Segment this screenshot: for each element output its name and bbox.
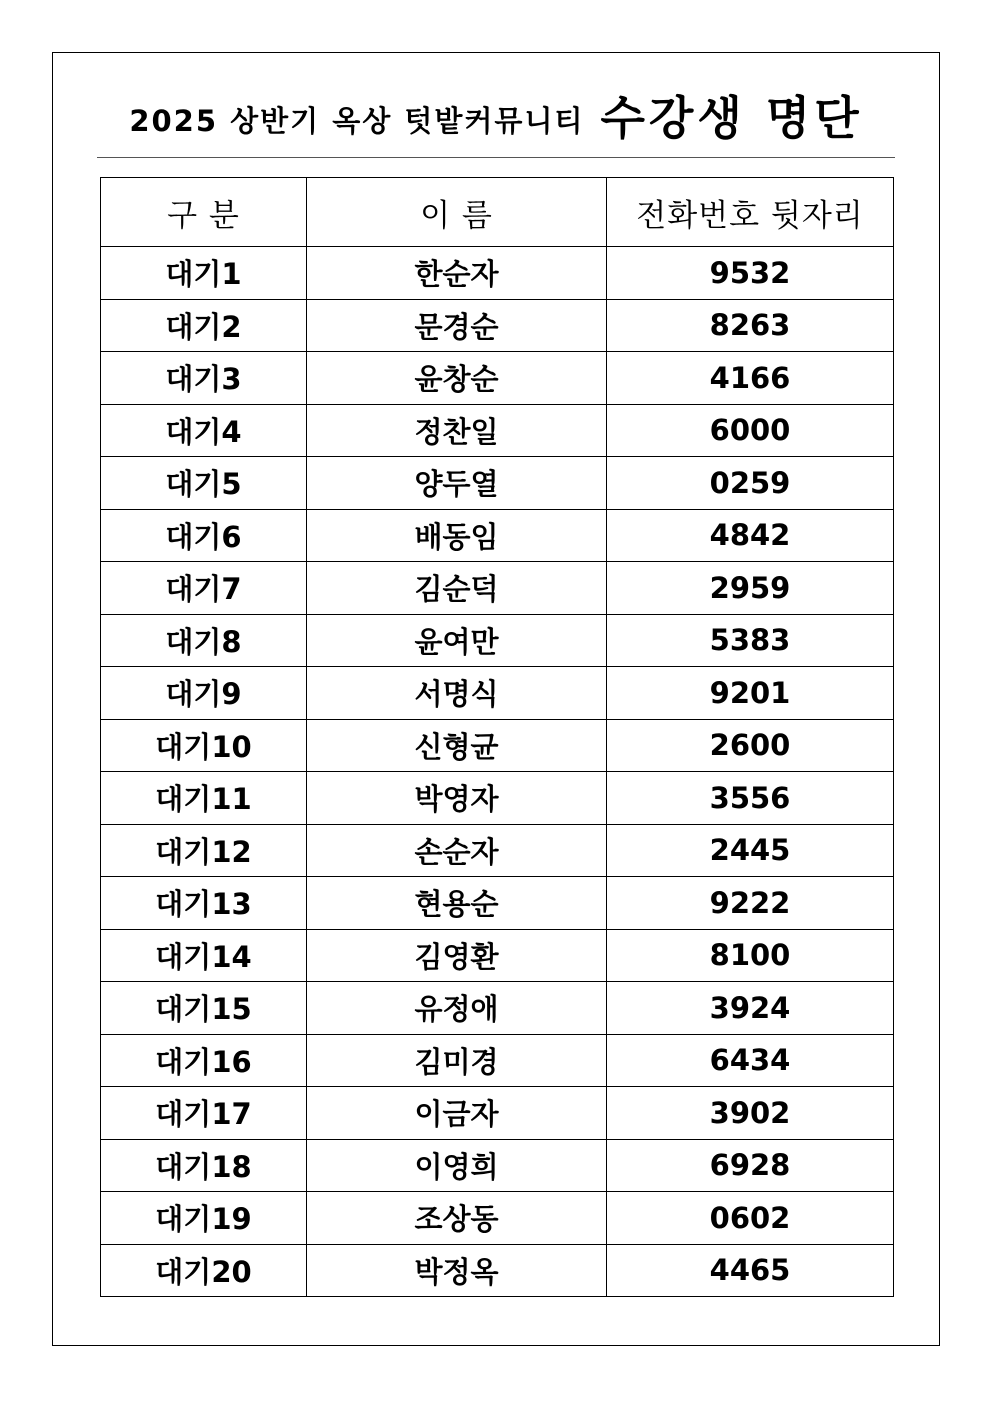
table-row [101,509,894,562]
phone-suffix-cell: 5383 [607,614,894,667]
phone-suffix-cell: 2600 [607,719,894,772]
name-cell: 손순자 [307,824,607,877]
table-row [101,247,894,300]
phone-suffix-cell: 9222 [607,877,894,930]
name-cell: 배동임 [307,509,607,562]
table-row [101,824,894,877]
table-row [101,1244,894,1297]
phone-suffix-cell: 6434 [607,1034,894,1087]
table-row [101,877,894,930]
table-row [101,1192,894,1245]
phone-suffix-cell: 3924 [607,982,894,1035]
name-cell: 문경순 [307,299,607,352]
category-cell: 대기18 [101,1139,307,1192]
category-cell: 대기16 [101,1034,307,1087]
category-cell: 대기11 [101,772,307,825]
category-cell: 대기5 [101,457,307,510]
category-cell: 대기8 [101,614,307,667]
table-row [101,457,894,510]
phone-suffix-cell: 3556 [607,772,894,825]
table-row [101,404,894,457]
phone-suffix-cell: 2445 [607,824,894,877]
name-cell: 이금자 [307,1087,607,1140]
category-cell: 대기7 [101,562,307,615]
name-cell: 김순덕 [307,562,607,615]
table-row [101,929,894,982]
name-cell: 신형균 [307,719,607,772]
phone-suffix-cell: 0602 [607,1192,894,1245]
category-cell: 대기13 [101,877,307,930]
name-cell: 한순자 [307,247,607,300]
roster-table [100,177,894,1297]
category-cell: 대기3 [101,352,307,405]
name-cell: 김미경 [307,1034,607,1087]
phone-suffix-cell: 4166 [607,352,894,405]
category-cell: 대기1 [101,247,307,300]
title-emphasis: 수강생 명단 [600,91,863,145]
category-cell: 대기19 [101,1192,307,1245]
category-cell: 대기20 [101,1244,307,1297]
name-cell: 유정애 [307,982,607,1035]
category-cell: 대기12 [101,824,307,877]
category-cell: 대기9 [101,667,307,720]
category-cell: 대기14 [101,929,307,982]
table-row [101,1087,894,1140]
table-row [101,562,894,615]
header-phone-suffix: 전화번호 뒷자리 [607,178,894,247]
name-cell: 정찬일 [307,404,607,457]
table-row [101,1139,894,1192]
phone-suffix-cell: 0259 [607,457,894,510]
title-prefix: 2025 상반기 옥상 텃밭커뮤니티 [129,104,585,138]
phone-suffix-cell: 3902 [607,1087,894,1140]
name-cell: 윤창순 [307,352,607,405]
category-cell: 대기2 [101,299,307,352]
header-row [101,178,894,247]
phone-suffix-cell: 8100 [607,929,894,982]
document-title [0,84,992,148]
phone-suffix-cell: 4465 [607,1244,894,1297]
table-row [101,299,894,352]
category-cell: 대기17 [101,1087,307,1140]
table-row [101,982,894,1035]
table-row [101,667,894,720]
table-row [101,772,894,825]
phone-suffix-cell: 6928 [607,1139,894,1192]
name-cell: 양두열 [307,457,607,510]
header-category: 구 분 [101,178,307,247]
name-cell: 서명식 [307,667,607,720]
name-cell: 김영환 [307,929,607,982]
category-cell: 대기15 [101,982,307,1035]
name-cell: 이영희 [307,1139,607,1192]
table-row [101,352,894,405]
name-cell: 조상동 [307,1192,607,1245]
phone-suffix-cell: 9201 [607,667,894,720]
phone-suffix-cell: 9532 [607,247,894,300]
category-cell: 대기4 [101,404,307,457]
table-row [101,719,894,772]
name-cell: 현용순 [307,877,607,930]
table-row [101,1034,894,1087]
name-cell: 윤여만 [307,614,607,667]
phone-suffix-cell: 2959 [607,562,894,615]
phone-suffix-cell: 8263 [607,299,894,352]
table-row [101,614,894,667]
phone-suffix-cell: 6000 [607,404,894,457]
roster-body [101,247,894,1297]
title-divider [97,157,895,158]
category-cell: 대기6 [101,509,307,562]
category-cell: 대기10 [101,719,307,772]
phone-suffix-cell: 4842 [607,509,894,562]
header-name: 이 름 [307,178,607,247]
name-cell: 박정옥 [307,1244,607,1297]
name-cell: 박영자 [307,772,607,825]
